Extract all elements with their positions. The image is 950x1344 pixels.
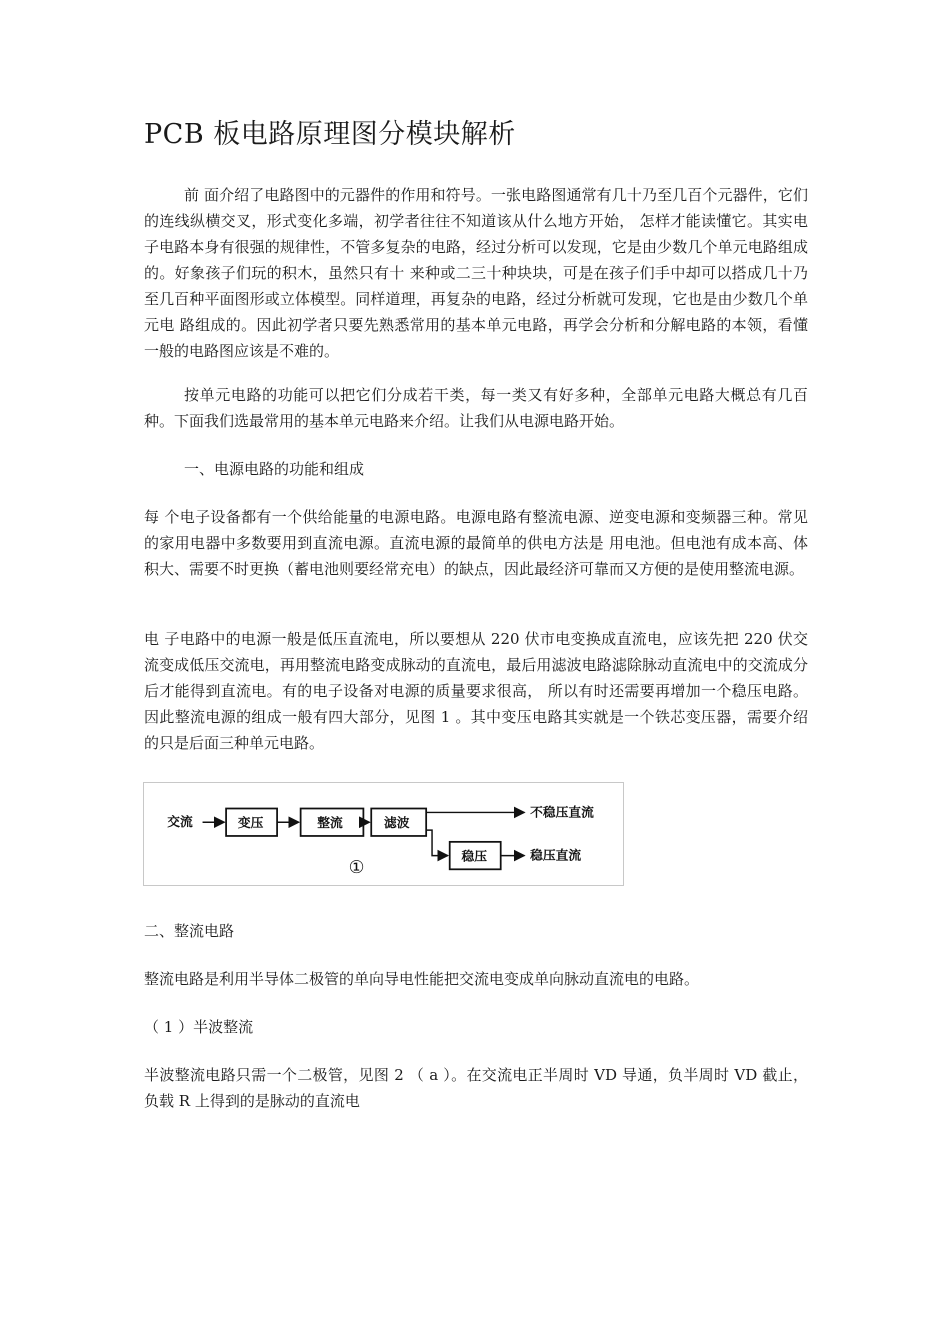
figure-number: ① (348, 858, 365, 879)
regulator-label: 稳压 (461, 849, 487, 865)
section-heading-rectifier: 二、整流电路 (144, 922, 235, 940)
rectifier-definition-paragraph: 整流电路是利用半导体二极管的单向导电性能把交流电变成单向脉动直流电的电路。 (144, 970, 700, 988)
subsection-heading-half-wave: （ 1 ）半波整流 (144, 1018, 254, 1036)
regulated-output-label: 稳压直流 (530, 848, 582, 864)
unit-circuit-paragraph: 按单元电路的功能可以把它们分成若干类，每一类又有好多种，全部单元电路大概总有几百种。下面我们选最常用的基本单元电路来介绍。让我们从电源电路开始。 (144, 386, 808, 430)
rectifier-label: 整流 (317, 816, 343, 832)
section-heading-power: 一、电源电路的功能和组成 (184, 460, 365, 478)
power-supply-paragraph: 每 个电子设备都有一个供给能量的电源电路。电源电路有整流电源、逆变电源和变频器三种。常见的家用电器中多数要用到直流电源。直流电源的最简单的供电方法是 用电池。但电池有成本高、体积大、需要不时更换（蓄电池则要经常充电）的缺点，因此最经济可靠而又方便的是使用整流电源。 (144, 508, 808, 578)
half-wave-paragraph: 半波整流电路只需一个二极管，见图 2 （ a ）。在交流电正半周时 VD 导通，负半周时 VD 截止，负载 R 上得到的是脉动的直流电 (144, 1066, 808, 1110)
block-diagram-svg (144, 783, 623, 885)
page-title: PCB 板电路原理图分模块解析 (144, 119, 516, 150)
ac-input-label: 交流 (167, 815, 193, 831)
filter-label: 滤波 (383, 816, 410, 832)
intro-paragraph: 前 面介绍了电路图中的元器件的作用和符号。一张电路图通常有几十乃至几百个元器件，它们的连线纵横交叉，形式变化多端，初学者往往不知道该从什么地方开始， 怎样才能读懂它。其实电子电路本身有很强的规律性，不管多复杂的电路，经过分析可以发现，它是由少数几个单元电路组成的。好象孩子们玩的积木，虽然只有十 来种或二三十种块块，可是在孩子们手中却可以搭成几十乃至几百种平面图形或立体模型。同样道理，再复杂的电路，经过分析就可发现，它也是由少数几个单元电 路组成的。因此初学者只要先熟悉常用的基本单元电路，再学会分析和分解电路的本领，看懂一般的电路图应该是不难的。 (144, 186, 808, 360)
dc-conversion-paragraph: 电 子电路中的电源一般是低压直流电，所以要想从 220 伏市电变换成直流电，应该先把 220 伏交流变成低压交流电，再用整流电路变成脉动的直流电，最后用滤波电路滤除脉动直流电中的交流成分后才能得到直流电。有的电子设备对电源的质量要求很高， 所以有时还需要再增加一个稳压电路。因此整流电源的组成一般有四大部分，见图 1 。其中变压电路其实就是一个铁芯变压器，需要介绍的只是后面三种单元电路。 (144, 630, 808, 752)
unregulated-output-label: 不稳压直流 (530, 805, 594, 821)
regulator-branch-arrow (426, 830, 448, 856)
figure-1-block-diagram (143, 782, 624, 886)
transformer-label: 变压 (237, 816, 264, 832)
